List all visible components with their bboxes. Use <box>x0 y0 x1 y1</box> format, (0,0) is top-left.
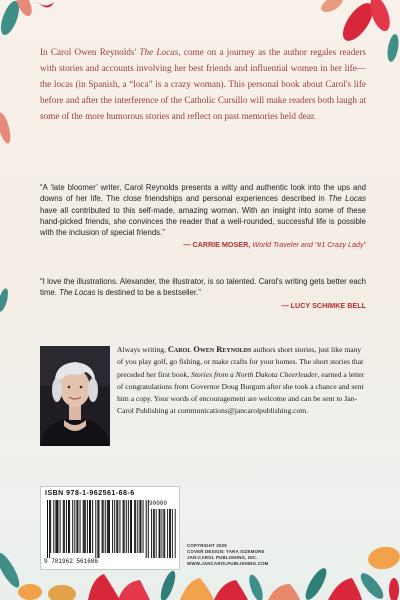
publisher-website: WWW.JANCAROLPUBLISHING.COM <box>187 561 269 567</box>
addon-bar <box>169 509 170 558</box>
endorsement-quote <box>40 182 366 251</box>
addon-bar <box>170 509 171 558</box>
bottom-leaf-4 <box>302 565 330 600</box>
barcode-bar <box>134 500 135 553</box>
bottom-petal-1 <box>18 584 42 600</box>
barcode-bar <box>58 500 59 553</box>
barcode-bar <box>130 500 131 553</box>
quote-book-title: The Locas <box>59 288 96 298</box>
barcode-bar <box>116 500 117 553</box>
quote-author: — CARRIE MOSER, <box>183 240 253 250</box>
isbn-barcode <box>40 486 180 570</box>
barcode-bar <box>107 500 108 553</box>
barcode-bar <box>63 500 64 553</box>
barcode-bar <box>97 500 98 558</box>
addon-bar <box>167 509 168 558</box>
barcode-bar <box>85 500 86 553</box>
bottom-right-petal <box>366 544 400 571</box>
barcode-bar <box>49 500 50 558</box>
barcode-bar <box>77 500 78 553</box>
barcode-bar <box>124 500 125 553</box>
bottom-right-leaf-2 <box>389 578 399 600</box>
bottom-right-leaf <box>357 570 387 600</box>
barcode-bar <box>74 500 75 553</box>
quote-attribution <box>40 239 366 250</box>
cover-design-credit: COVER DESIGN: TARA SIZEMORE <box>187 549 265 555</box>
barcode-bar <box>146 500 147 558</box>
quote-body <box>40 276 366 299</box>
barcode-bar <box>123 500 124 553</box>
left-edge-leaf <box>0 111 13 144</box>
intro-book-title: The Locas <box>139 47 179 57</box>
quote-author-title: World Traveler and “#1 Crazy Lady” <box>252 240 366 250</box>
addon-bar <box>153 509 154 558</box>
top-right-leaf-2 <box>386 33 400 62</box>
bio-text-1: Always writing, <box>117 345 168 354</box>
quote-text-start: “I love the illustrations. Alexander, the illustrator, is so talented. Carol's writing gets better each time. <box>40 277 366 298</box>
barcode-bar <box>72 500 73 553</box>
addon-bar <box>164 509 165 558</box>
author-name: Carol Owen Reynolds <box>167 345 252 354</box>
barcode-bar <box>140 500 141 553</box>
barcode-bar <box>90 500 91 553</box>
barcode-bar <box>137 500 138 553</box>
barcode-bar <box>139 500 140 553</box>
barcode-bar <box>47 500 48 558</box>
bottom-flower-4 <box>214 580 248 600</box>
barcode-bar <box>114 500 115 553</box>
barcode-bar <box>87 500 88 553</box>
colophon <box>187 543 317 567</box>
addon-bar <box>160 509 161 558</box>
bottom-flower-5 <box>268 584 300 600</box>
addon-bar <box>163 509 164 558</box>
barcode-bar <box>83 500 84 553</box>
barcode-bar <box>108 500 109 553</box>
addon-bar <box>161 509 162 558</box>
addon-bar <box>175 509 176 558</box>
bottom-flower-6 <box>328 578 362 600</box>
bottom-leaf-3 <box>247 573 266 600</box>
bottom-flower-2 <box>118 580 150 600</box>
bottom-leaf-1 <box>0 550 23 591</box>
intro-paragraph <box>40 44 366 124</box>
barcode-bar <box>105 500 106 553</box>
endorsement-quote <box>40 276 366 311</box>
addon-bar <box>159 509 160 558</box>
addon-bar <box>151 509 152 558</box>
barcode-bar <box>66 500 67 553</box>
copyright-line: COPYRIGHT 2025 <box>187 543 227 548</box>
barcode-digits: 9 781962 561686 <box>44 558 99 565</box>
barcode-bar <box>76 500 77 553</box>
intro-text-start: In Carol Owen Reynolds' <box>40 47 140 57</box>
quote-author: — LUCY SCHIMKE BELL <box>281 300 366 310</box>
quote-text-end: is destined to be a bestseller.” <box>95 288 201 298</box>
barcode-bar <box>119 500 120 553</box>
author-portrait <box>40 346 110 446</box>
bio-text-2: authors short stories, just like many of you play golf, go fishing, or make crafts for your homes. The short stories that preceded her first book, <box>117 345 364 379</box>
isbn-number: ISBN 978-1-962561-68-6 <box>45 490 135 497</box>
intro-text-end: , come on a journey as the author regales readers with stories and accounts involving her best friends and influential women in her life—the locas (in Spanish, a “loca” is a crazy woman). This personal book about Carol's life before and after the interference of the Catholic Cursillo will make readers both laugh at some of the more humorous stories and reflect on past memories held dear. <box>40 47 366 121</box>
left-edge-leaf-2 <box>0 287 10 312</box>
barcode-bar <box>56 500 57 553</box>
top-left-petal <box>36 0 54 8</box>
barcode-bar <box>103 500 104 553</box>
barcode-bar <box>60 500 61 553</box>
barcode-bar <box>109 500 110 553</box>
bottom-flower-3 <box>180 578 214 600</box>
author-bio <box>117 344 365 418</box>
quote-text-end: have all contributed to this self-made, amazing woman. With an insight into some of these hand-picked friends, she convinces the reader that a well-rounded, successful life is possible with the inclusion of special friends.” <box>40 205 366 238</box>
barcode-bar <box>143 500 144 553</box>
barcode-bar <box>117 500 118 553</box>
bio-text-3: , earned a letter of congratulations from Governor Doug Burgum after she took a chance and sent him a copy. Your words of encouragement are welcome and can be sent to Jan-Carol Publishing at communications@jancarolpublishing.com. <box>117 369 365 416</box>
author-photo <box>40 346 110 446</box>
quote-book-title: The Locas <box>328 194 366 204</box>
barcode-bar <box>69 500 70 553</box>
bottom-leaf-2 <box>158 569 178 600</box>
barcode-bar <box>80 500 81 553</box>
barcode-bar <box>102 500 103 553</box>
barcode-bar <box>53 500 54 553</box>
barcode-bar <box>98 500 99 558</box>
barcode-bar <box>131 500 132 553</box>
addon-bar <box>172 509 173 558</box>
bio-previous-book: Stories from a North Dakota Cheerleader <box>191 369 318 379</box>
addon-bar <box>156 509 157 558</box>
barcode-bar <box>95 500 96 558</box>
barcode-bar <box>84 500 85 553</box>
barcode-bar <box>128 500 129 553</box>
barcode-bar <box>64 500 65 553</box>
bottom-flower-1 <box>88 574 120 600</box>
barcode-bar <box>55 500 56 553</box>
barcode-bar <box>135 500 136 553</box>
quote-body <box>40 182 366 238</box>
barcode-bar <box>148 500 149 558</box>
barcode-bar <box>92 500 93 553</box>
barcode-bar <box>126 500 127 553</box>
price-code: 90000 <box>149 500 168 507</box>
barcode-bar <box>68 500 69 553</box>
barcode-bar <box>89 500 90 553</box>
barcode-bar <box>50 500 51 553</box>
publisher-name: JAN-CAROL PUBLISHING, INC. <box>187 555 258 561</box>
barcode-bar <box>112 500 113 553</box>
quote-attribution <box>40 300 366 311</box>
top-right-leaf <box>319 0 346 15</box>
barcode-bars <box>45 500 177 558</box>
addon-bar <box>154 509 155 558</box>
bottom-petal-2 <box>48 585 76 600</box>
quote-text-start: “A ‘late bloomer’ writer, Carol Reynolds presents a witty and authentic look into the ups and downs of her life. The close friendships and personal experiences described in <box>40 183 366 204</box>
